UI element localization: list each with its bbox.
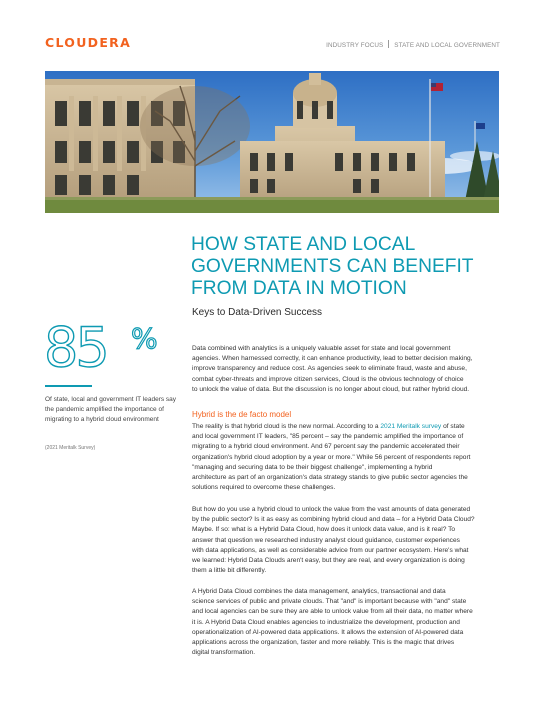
- stat-value: 85: [44, 316, 107, 379]
- text-line: agencies. When harnessed correctly, it can enhance productivity, lead to better decision making,: [192, 355, 473, 363]
- text-line: A Hybrid Data Cloud combines the data management, analytics, transactional and data: [192, 588, 446, 595]
- hybrid-paragraph: [192, 422, 504, 493]
- stat-description: Of state, local and government IT leaders say the pandemic amplified the importance of migrating to a hybrid cloud environment: [45, 396, 177, 423]
- title-line: GOVERNMENTS CAN BENEFIT: [191, 256, 474, 277]
- text-line: to unlock the value of data. But the discussion is no longer about cloud, but rather hybrid cloud.: [192, 385, 470, 393]
- text-line: Data combined with analytics is a uniquely valuable asset for state and local government: [192, 345, 451, 352]
- stat-source: (2021 Meritalk Survey): [45, 445, 96, 451]
- text-line: architecture as part of an organization's data strategy stands to give public sector agencies the: [192, 474, 468, 482]
- title-line: HOW STATE AND LOCAL: [191, 234, 416, 255]
- hero-capitol-image: [45, 71, 499, 213]
- definition-paragraph: [192, 587, 504, 658]
- page-title: [191, 234, 511, 300]
- text-line: with data applications, as well as considerable advice from our partner ecosystem. Here's what: [192, 546, 469, 554]
- section-heading: Hybrid is the de facto model: [192, 410, 292, 419]
- intro-paragraph: [192, 344, 504, 395]
- text-line: them a little bit differently.: [192, 567, 267, 575]
- text-line: organization's hybrid cloud adoption by a year or more." While 56 percent of respondents report: [192, 453, 471, 461]
- breadcrumb-divider: [388, 40, 389, 48]
- meritalk-survey-link[interactable]: 2021 Meritalk survey: [380, 423, 442, 430]
- text-line: it is. A Hybrid Data Cloud enables agencies to industrialize the development, production and: [192, 618, 460, 626]
- text-line: we learned: Hybrid Data Clouds aren't easy, but they are real, and every organization is doing: [192, 557, 465, 565]
- capitol-illustration: [45, 71, 499, 213]
- text-line: [192, 422, 504, 432]
- text-line: But how do you use a hybrid cloud to unlock the value from the vast amounts of data generated: [192, 506, 471, 513]
- text-line: and local agencies can be sure they are able to unlock value from all their data, no matter where: [192, 608, 473, 616]
- text-line: by the public sector? Is it as easy as combining hybrid cloud and data – for a Hybrid Data Cloud?: [192, 516, 475, 524]
- text-fragment: of state: [441, 423, 465, 430]
- text-line: Maybe. If so: what is a Hybrid Data Cloud, how does it unlock data value, and is it real? To: [192, 526, 456, 534]
- text-line: and local government IT leaders, "85 percent – say the pandemic amplified the importance of: [192, 433, 464, 441]
- question-paragraph: [192, 505, 504, 576]
- text-line: combat cyber-threats and improve citizen services, Cloud is the obvious technology of choice: [192, 375, 464, 383]
- text-line: applications across the organization, faster and more reliably. This is the magic that drives: [192, 639, 455, 647]
- stat-unit: %: [131, 322, 158, 355]
- text-line: digital transformation.: [192, 649, 256, 657]
- text-line: solutions required to overcome these challenges.: [192, 484, 336, 492]
- stat-callout: [44, 316, 158, 379]
- page-subtitle: Keys to Data-Driven Success: [192, 307, 323, 318]
- title-line: FROM DATA IN MOTION: [191, 278, 407, 299]
- text-line: improve transparency and reduce cost. As agencies seek to eliminate fraud, waste and abuse,: [192, 365, 467, 373]
- breadcrumb-industry-focus: INDUSTRY FOCUS: [326, 42, 384, 49]
- breadcrumb-state-local-gov: STATE AND LOCAL GOVERNMENT: [394, 42, 500, 49]
- text-line: migrating to a hybrid cloud environment. And 67 percent say the pandemic accelerated their: [192, 443, 460, 451]
- stat-divider: [45, 385, 92, 387]
- text-line: science services of public and private clouds. That "and" is important because with "and" state: [192, 598, 467, 606]
- text-line: answer that question we researched industry analyst cloud guidance, customer experiences: [192, 536, 460, 544]
- cloudera-logo[interactable]: CLOUDERA: [45, 35, 132, 50]
- text-line: "managing and securing data to be their biggest challenge", implementing a hybrid: [192, 463, 433, 471]
- text-fragment: The reality is that hybrid cloud is the new normal. According to a: [192, 423, 381, 430]
- industry-breadcrumb: [326, 40, 500, 49]
- text-line: operationalization of AI-powered data applications. It allows the extension of AI-powered data: [192, 628, 464, 636]
